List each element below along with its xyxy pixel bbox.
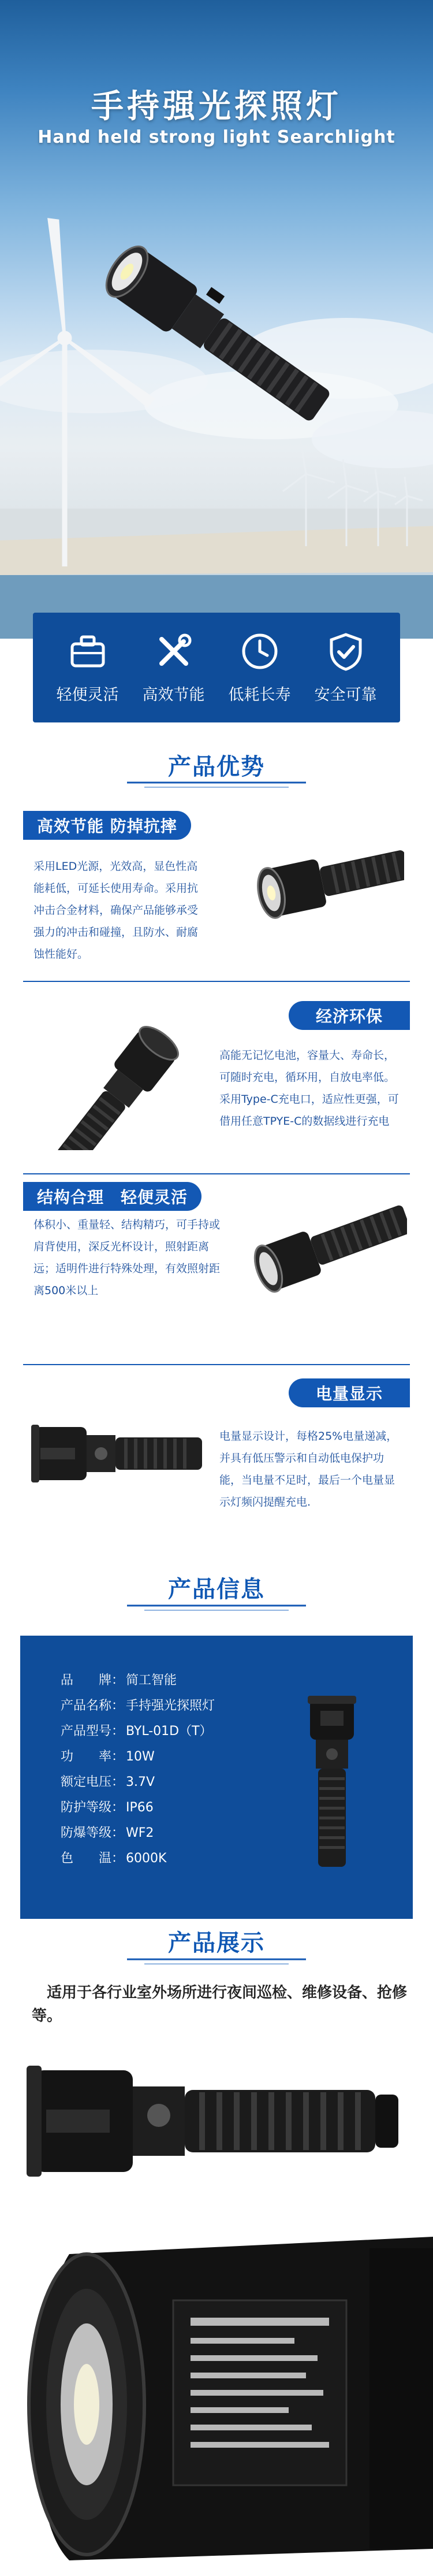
advantage-text: 高能无记忆电池，容量大、寿命长，可随时充电，循环用，自放电率低。采用Type-C充电口，适应性更强，可借用任意TPYE-C的数据线进行充电 — [219, 1049, 399, 1128]
advantage-text: 体积小、重量轻、结构精巧，可手持或肩背使用，深反光杯设计，照射距离远；适明件进行特殊处理，有效照射距离500米以上 — [33, 1218, 221, 1297]
info-row: 产品型号： BYL-01D（T） — [61, 1724, 212, 1739]
flashlight-image — [274, 1688, 390, 1873]
section-title: 产品信息 — [168, 1576, 265, 1603]
feature-label: 高效节能 — [142, 685, 205, 704]
advantage-tag: 结构合理 轻便灵活 — [23, 1182, 201, 1211]
briefcase-icon — [68, 631, 108, 672]
section-title: 产品展示 — [168, 1930, 265, 1956]
advantage-tag: 高效节能 防掉抗摔 — [23, 811, 191, 840]
info-row: 额定电压： 3.7V — [61, 1775, 155, 1789]
advantage-tag: 经济环保 — [289, 1001, 410, 1030]
feature-label: 轻便灵活 — [56, 685, 119, 704]
hero-subtitle: Hand held strong light Searchlight — [38, 127, 395, 147]
showcase-heading — [0, 1925, 433, 1958]
section-divider — [23, 981, 410, 982]
flashlight-image — [234, 1202, 407, 1295]
tools-icon — [154, 631, 194, 672]
advantage-tag: 电量显示 — [289, 1378, 410, 1407]
info-row: 色 温： 6000K — [61, 1851, 167, 1866]
feature-item — [136, 631, 211, 705]
heading-underline — [0, 1956, 433, 1967]
feature-item — [308, 631, 383, 705]
clock-icon — [240, 631, 280, 672]
flashlight-image — [40, 1017, 191, 1150]
hero-banner — [0, 0, 433, 639]
shield-check-icon — [326, 631, 366, 672]
advantage-text: 电量显示设计，每格25%电量递减，并具有低压警示和自动低电保护功能，当电量不足时，最后一个电量显示灯频闪提醒充电. — [219, 1430, 398, 1508]
section-divider — [23, 1364, 410, 1365]
feature-label: 低耗长寿 — [228, 685, 291, 704]
feature-label: 安全可靠 — [314, 685, 377, 704]
feature-item — [222, 631, 297, 705]
feature-card — [33, 613, 400, 722]
section-divider — [23, 1173, 410, 1174]
flashlight-closeup-image — [0, 2202, 433, 2576]
flashlight-side-image — [0, 2046, 433, 2196]
flashlight-image — [23, 1419, 208, 1494]
info-row: 防爆等级： WF2 — [61, 1826, 154, 1840]
info-row: 产品名称： 手持强光探照灯 — [61, 1699, 215, 1713]
showcase-description: 适用于各行业室外场所进行夜间巡检、维修设备、抢修等。 — [32, 1984, 408, 2025]
advantages-heading — [0, 748, 433, 781]
info-row: 防护等级： IP66 — [61, 1800, 154, 1815]
hero-title: 手持强光探照灯 — [91, 88, 342, 125]
product-info-panel — [20, 1636, 413, 1919]
info-row: 品 牌： 简工智能 — [61, 1673, 177, 1688]
heading-underline — [0, 779, 433, 791]
advantage-text: 采用LED光源，光效高，显色性高能耗低，可延长使用寿命。采用抗冲击合金材料，确保产品能够承受强力的冲击和碰撞，且防水、耐腐蚀性能好。 — [33, 860, 199, 961]
feature-item — [50, 631, 125, 705]
info-heading — [0, 1571, 433, 1604]
section-title: 产品优势 — [168, 754, 265, 780]
heading-underline — [0, 1602, 433, 1614]
info-row: 功 率： 10W — [61, 1750, 155, 1764]
flashlight-image — [237, 850, 404, 936]
